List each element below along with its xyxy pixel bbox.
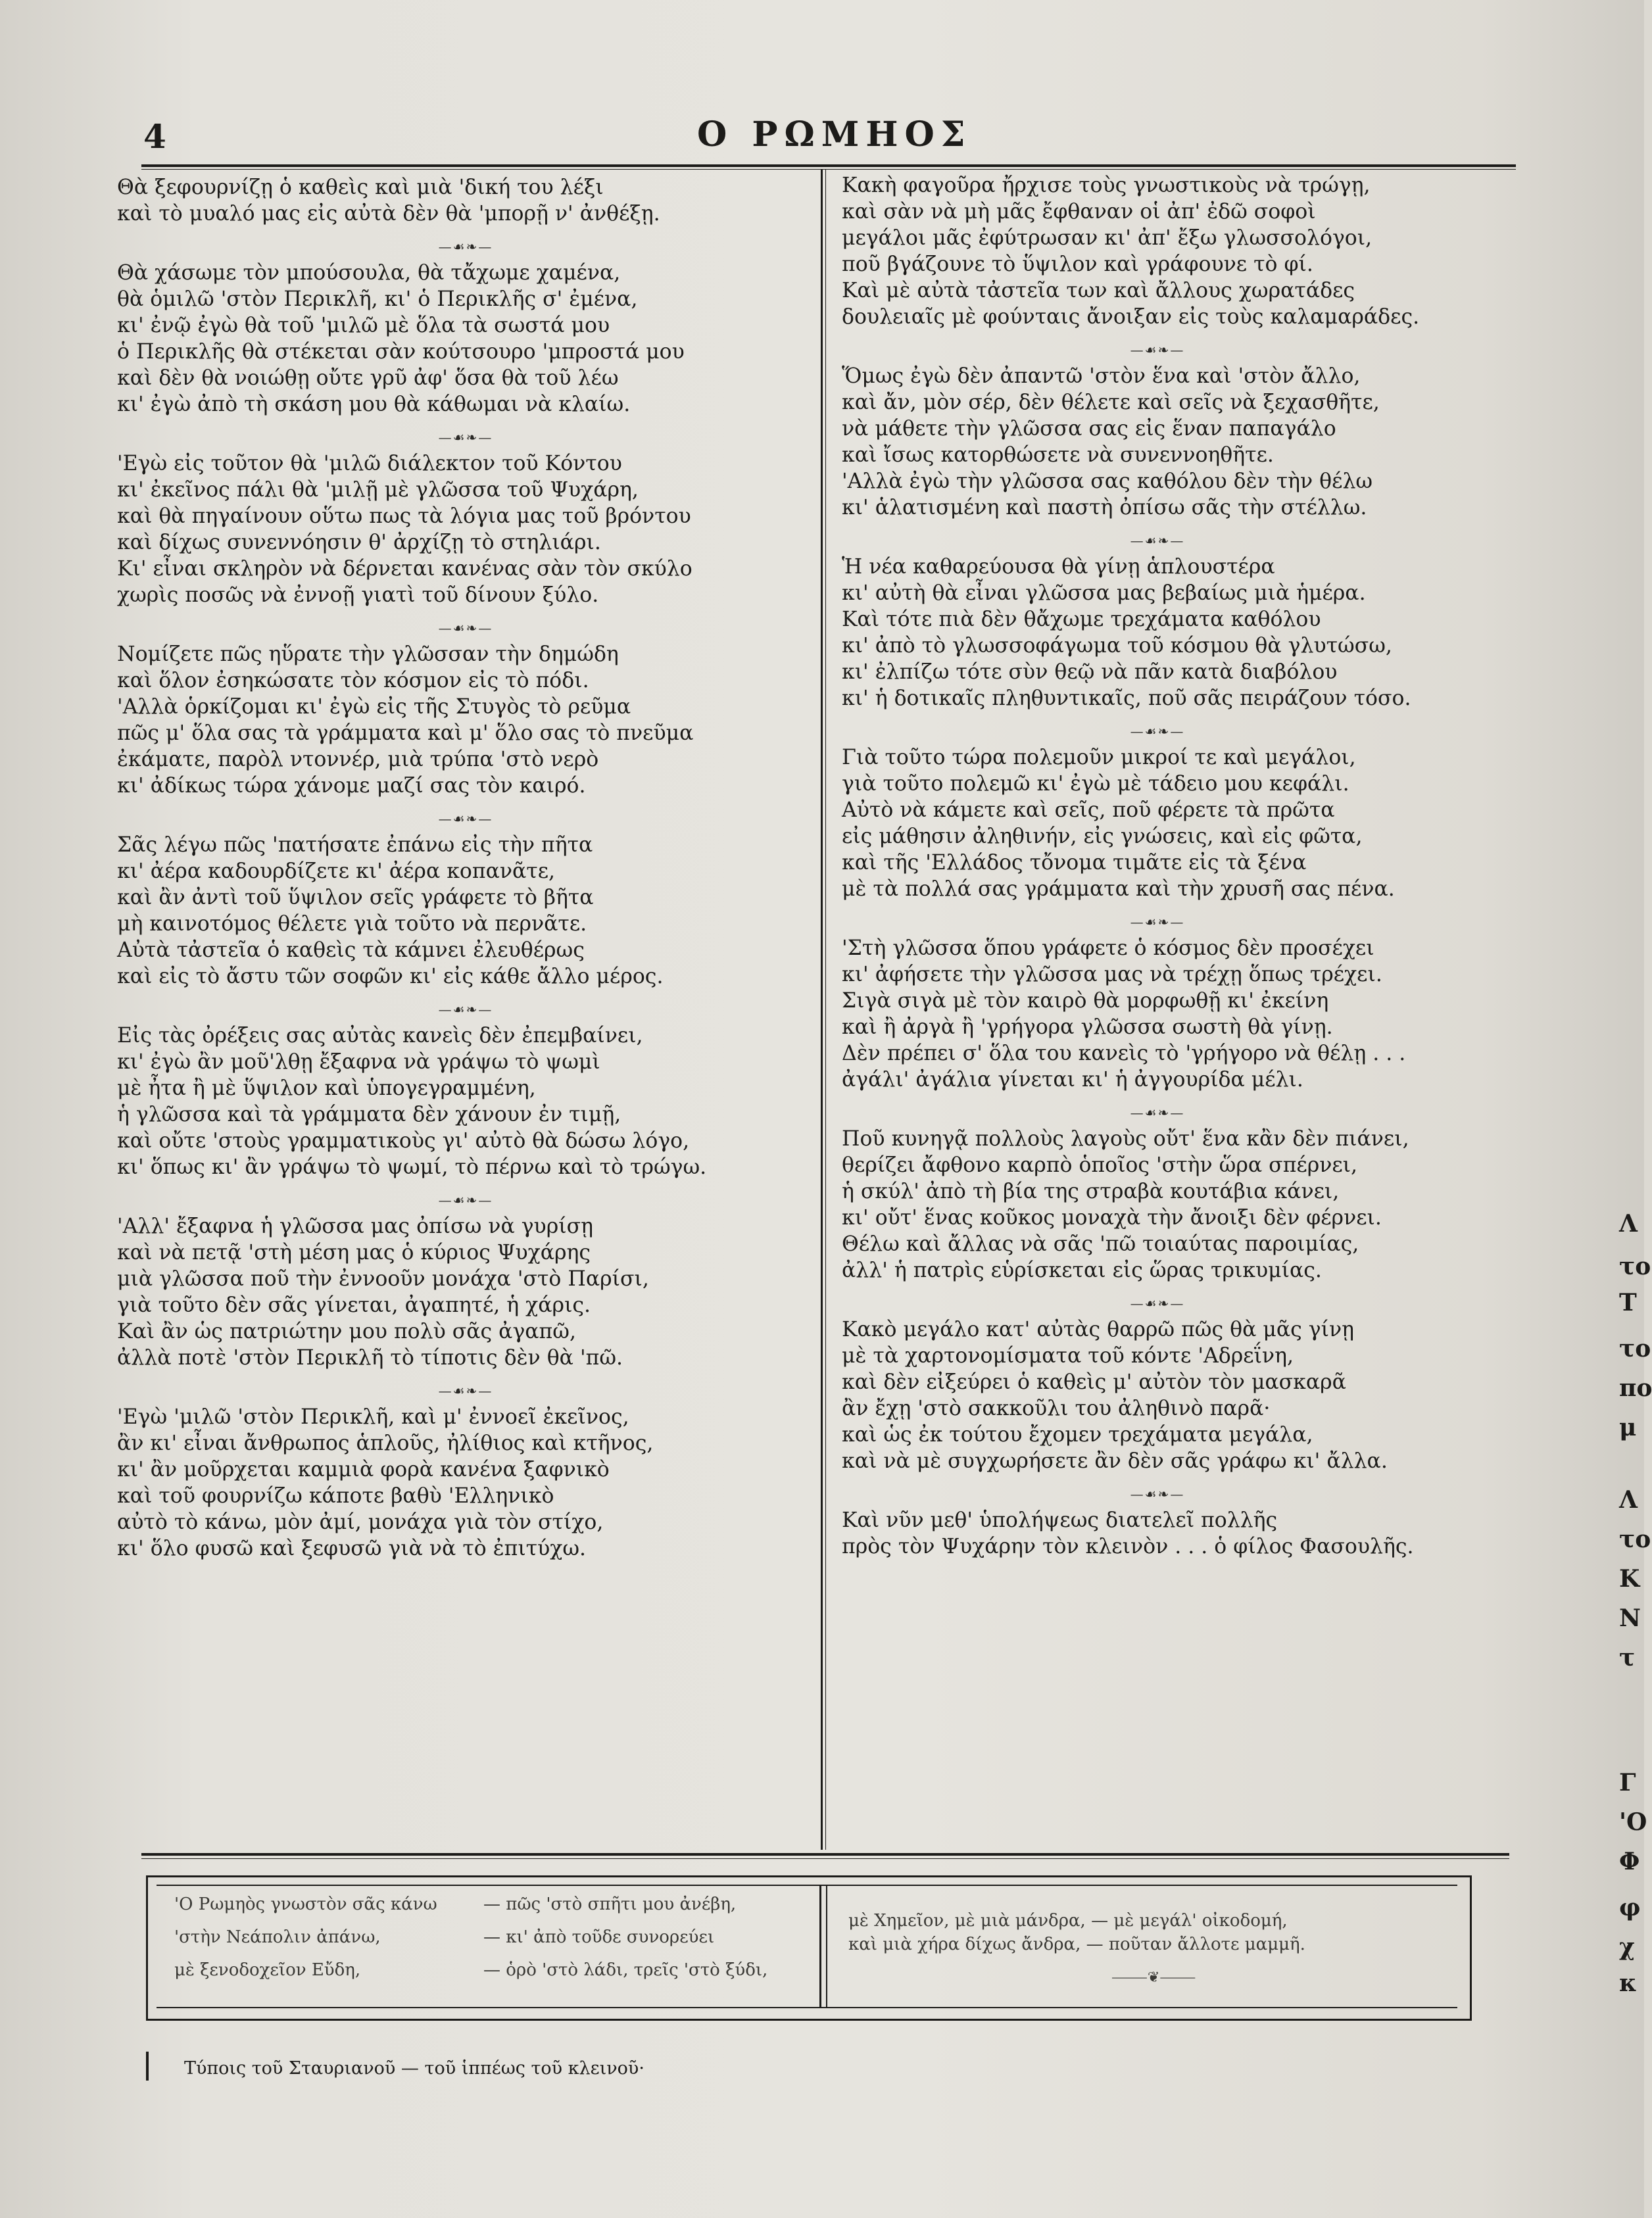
verse-line: μὲ ἦτα ἢ μὲ ὕψιλον καὶ ὑπογεγραμμένη,: [117, 1076, 536, 1100]
edge-fragment: μ: [1619, 1414, 1637, 1441]
verse-line: καὶ οὔτε 'στοὺς γραμματικοὺς γι' αὐτὸ θὰ δώσω λόγο,: [117, 1129, 690, 1153]
advertisement-inner-bottom: [157, 2007, 1457, 2008]
verse-line: θερίζει ἄφθονο καρπὸ ὁποῖος 'στὴν ὥρα σπέρνει,: [842, 1153, 1358, 1177]
bottom-rule: [141, 1853, 1509, 1856]
verse-line: Θέλω καὶ ἄλλας νὰ σᾶς 'πῶ τοιαύτας παροιμίας,: [842, 1232, 1359, 1256]
verse-line: Καὶ νῦν μεθ' ὑπολήψεως διατελεῖ πολλῆς: [842, 1508, 1278, 1532]
verse-line: καὶ σὰν νὰ μὴ μᾶς ἔφθαναν οἱ ἀπ' ἐδῶ σοφοὶ: [842, 200, 1316, 224]
verse-line: 'Στὴ γλῶσσα ὅπου γράφετε ὁ κόσμος δὲν προσέχει: [842, 936, 1374, 960]
stanza-ornament: —☙❧—: [438, 620, 493, 636]
advertisement-line-start: μὲ ξενοδοχεῖον Εὔδη,: [174, 1960, 361, 1980]
stanza-ornament: —☙❧—: [1130, 914, 1185, 930]
verse-line: κι' οὔτ' ἕνας κοῦκος μοναχὰ τὴν ἄνοιξι δὲν φέρνει.: [842, 1206, 1382, 1230]
verse-line: Αὐτὸ νὰ κάμετε καὶ σεῖς, ποῦ φέρετε τὰ πρῶτα: [842, 798, 1335, 822]
verse-line: Ποῦ κυνηγᾷ πολλοὺς λαγοὺς οὔτ' ἕνα κἂν δὲν πιάνει,: [842, 1127, 1409, 1151]
poem-stanza: [117, 260, 814, 418]
edge-fragment: το: [1619, 1335, 1651, 1362]
verse-line: μὴ καινοτόμος θέλετε γιὰ τοῦτο νὰ περνᾶτε.: [117, 912, 587, 936]
verse-line: γιὰ τοῦτο πολεμῶ κι' ἐγὼ μὲ τάδειο μου κεφάλι.: [842, 772, 1349, 796]
verse-line: κι' ὅλο φυσῶ καὶ ξεφυσῶ γιὰ νὰ τὸ ἐπιτύχω.: [117, 1537, 587, 1560]
stanza-ornament: —☙❧—: [438, 811, 493, 827]
stanza-ornament: —☙❧—: [438, 239, 493, 254]
edge-fragment: Λ: [1619, 1210, 1638, 1238]
verse-line: Κι' εἶναι σκληρὸν νὰ δέρνεται κανένας σὰν τὸν σκύλο: [117, 557, 692, 581]
verse-line: καὶ νὰ μὲ συγχωρήσετε ἂν δὲν σᾶς γράφω κι' ἄλλα.: [842, 1449, 1388, 1473]
poem-stanza: [842, 172, 1473, 330]
verse-line: κι' ἀέρα καδουρδίζετε κι' ἀέρα κοπανᾶτε,: [117, 859, 556, 883]
poem-stanza: [117, 1404, 814, 1562]
verse-line: ἂν ἔχῃ 'στὸ σακκοῦλι του ἀληθινὸ παρᾶ·: [842, 1397, 1271, 1420]
verse-line: καὶ ἂν ἀντὶ τοῦ ὕψιλον σεῖς γράφετε τὸ βῆτα: [117, 886, 594, 909]
verse-line: κι' ἀπὸ τὸ γλωσσοφάγωμα τοῦ κόσμου θὰ γλυτώσω,: [842, 634, 1392, 658]
stanza-ornament: —☙❧—: [1130, 1105, 1185, 1121]
bottom-rule-thin: [141, 1858, 1509, 1859]
header-rule-thin: [141, 169, 1516, 170]
verse-line: Καὶ μὲ αὐτὰ τἀστεῖα των καὶ ἄλλους χωρατάδες: [842, 279, 1355, 302]
stanza-ornament: —☙❧—: [1130, 1486, 1185, 1502]
advertisement-inner-top: [157, 1885, 1457, 1886]
verse-line: καὶ εἰς τὸ ἄστυ τῶν σοφῶν κι' εἰς κάθε ἄλλο μέρος.: [117, 965, 664, 988]
verse-line: δουλειαῖς μὲ φούνταις ἄνοιξαν εἰς τοὺς καλαμαράδες.: [842, 305, 1420, 329]
edge-fragment: το: [1619, 1526, 1651, 1553]
verse-line: ποῦ βγάζουνε τὸ ὕψιλον καὶ γράφουνε τὸ φί.: [842, 253, 1313, 276]
verse-line: αὐτὸ τὸ κάνω, μὸν ἀμί, μονάχα γιὰ τὸν στίχο,: [117, 1510, 604, 1534]
poem-stanza: [842, 554, 1473, 711]
poem-stanza: [117, 1023, 814, 1180]
stanza-ornament: —☙❧—: [438, 429, 493, 445]
verse-line: Σᾶς λέγω πῶς 'πατήσατε ἐπάνω εἰς τὴν πῆτα: [117, 833, 593, 857]
poem-stanza: [842, 1316, 1473, 1474]
verse-line: ἡ γλῶσσα καὶ τὰ γράμματα δὲν χάνουν ἐν τιμῇ,: [117, 1103, 621, 1126]
advertisement-divider-second: [826, 1885, 827, 2008]
advertisement-divider: [819, 1885, 821, 2008]
advertisement-line-end: — ὁρὸ 'στὸ λάδι, τρεῖς 'στὸ ξύδι,: [483, 1960, 768, 1980]
edge-fragment: τ: [1619, 1644, 1636, 1672]
verse-line: καὶ ἴσως κατορθώσετε νὰ συνεννοηθῆτε.: [842, 443, 1274, 467]
edge-fragment: Τ: [1619, 1289, 1637, 1316]
verse-line: μιὰ γλῶσσα ποῦ τὴν ἐννοοῦν μονάχα 'στὸ Παρίσι,: [117, 1267, 649, 1291]
verse-line: Θὰ χάσωμε τὸν μπούσουλα, θὰ τἄχωμε χαμένα,: [117, 261, 621, 285]
edge-fragment: το: [1619, 1253, 1651, 1280]
verse-line: καὶ δὲν θὰ νοιώθῃ οὔτε γρῦ ἀφ' ὅσα θὰ τοῦ λέω: [117, 366, 619, 390]
edge-fragment: χ: [1619, 1933, 1635, 1961]
verse-line: καὶ ὡς ἐκ τούτου ἔχομεν τρεχάματα μεγάλα,: [842, 1423, 1313, 1447]
advertisement-line: [174, 1927, 767, 1960]
stanza-ornament: —☙❧—: [438, 1192, 493, 1208]
advertisement-right: [848, 1910, 1305, 1958]
verse-line: Κακὸ μεγάλο κατ' αὐτὰς θαρρῶ πῶς θὰ μᾶς γίνῃ: [842, 1318, 1354, 1341]
verse-line: Ὅμως ἐγὼ δὲν ἀπαντῶ 'στὸν ἕνα καὶ 'στὸν ἄλλο,: [842, 364, 1361, 388]
verse-line: κι' ἀφήσετε τὴν γλῶσσα μας νὰ τρέχῃ ὅπως τρέχει.: [842, 963, 1382, 986]
verse-line: καὶ δὲν εἰξεύρει ὁ καθεὶς μ' αὐτὸν τὸν μασκαρᾶ: [842, 1370, 1346, 1394]
verse-line: Σιγὰ σιγὰ μὲ τὸν καιρὸ θὰ μορφωθῇ κι' ἐκείνη: [842, 989, 1329, 1013]
verse-line: πρὸς τὸν Ψυχάρην τὸν κλεινὸν . . . ὁ φίλος Φασουλῆς.: [842, 1535, 1414, 1558]
verse-line: Θὰ ξεφουρνίζῃ ὁ καθεὶς καὶ μιὰ 'δική του λέξι: [117, 176, 604, 199]
verse-line: κι' ὅπως κι' ἂν γράψω τὸ ψωμί, τὸ πέρνω καὶ τὸ τρώγω.: [117, 1155, 707, 1179]
poem-stanza: [842, 363, 1473, 521]
poem-stanza: [842, 744, 1473, 902]
advertisement-ornament: ⸻❦⸻: [1111, 1969, 1196, 1986]
verse-line: νὰ μάθετε τὴν γλῶσσα σας εἰς ἕναν παπαγάλο: [842, 417, 1336, 441]
left-column: [117, 174, 814, 1568]
advertisement-line-end: — κι' ἀπὸ τοῦδε συνορεύει: [483, 1927, 715, 1947]
header-rule: [141, 164, 1516, 167]
verse-line: καὶ ἢ ἀργὰ ἢ 'γρήγορα γλῶσσα σωστὴ θὰ γίνῃ.: [842, 1015, 1333, 1039]
stanza-ornament: —☙❧—: [1130, 533, 1185, 548]
verse-line: καὶ θὰ πηγαίνουν οὕτω πως τὰ λόγια μας τοῦ βρόντου: [117, 504, 691, 528]
verse-line: Καὶ τότε πιὰ δὲν θἄχωμε τρεχάματα καθόλου: [842, 608, 1321, 631]
advertisement-line: μὲ Χημεῖον, μὲ μιὰ μάνδρα, — μὲ μεγάλ' οἰκοδομή,: [848, 1911, 1288, 1931]
verse-line: καὶ τοῦ φουρνίζω κάποτε βαθὺ 'Ελληνικὸ: [117, 1484, 554, 1508]
poem-stanza: [117, 174, 814, 227]
verse-line: Δὲν πρέπει σ' ὅλα του κανεὶς τὸ 'γρήγορο νὰ θέλῃ . . .: [842, 1042, 1406, 1065]
advertisement-line: καὶ μιὰ χήρα δίχως ἄνδρα, — ποῦταν ἄλλοτε μαμμῆ.: [848, 1935, 1305, 1954]
edge-fragment: φ: [1619, 1894, 1641, 1921]
advertisement-line-start: 'Ο Ρωμηὸς γνωστὸν σᾶς κάνω: [174, 1894, 437, 1914]
advertisement-left: [174, 1894, 767, 1992]
verse-line: κι' ἡ δοτικαῖς πληθυντικαῖς, ποῦ σᾶς πειράζουν τόσο.: [842, 687, 1411, 710]
verse-line: Εἰς τὰς ὀρέξεις σας αὐτὰς κανεὶς δὲν ἐπεμβαίνει,: [117, 1024, 643, 1048]
stanza-ornament: —☙❧—: [438, 1383, 493, 1399]
verse-line: κι' ἐνῷ ἐγὼ θὰ τοῦ 'μιλῶ μὲ ὅλα τὰ σωστά μου: [117, 314, 610, 337]
verse-line: κι' ἐλπίζω τότε σὺν θεῷ νὰ πᾶν κατὰ διαβόλου: [842, 660, 1338, 684]
edge-fragment: Φ: [1619, 1848, 1640, 1875]
verse-line: εἰς μάθησιν ἀληθινήν, εἰς γνώσεις, καὶ εἰς φῶτα,: [842, 825, 1363, 848]
verse-line: 'Αλλὰ ὁρκίζομαι κι' ἐγὼ εἰς τῆς Στυγὸς τὸ ρεῦμα: [117, 695, 631, 719]
printer-marker: [146, 2052, 149, 2081]
verse-line: καὶ νὰ πετᾷ 'στὴ μέση μας ὁ κύριος Ψυχάρης: [117, 1241, 591, 1265]
verse-line: κι' ἐγὼ ἂν μοῦ'λθῃ ἔξαφνα νὰ γράψω τὸ ψωμὶ: [117, 1050, 600, 1074]
verse-line: ἀγάλι' ἀγάλια γίνεται κι' ἡ ἀγγουρίδα μέλι.: [842, 1068, 1303, 1092]
column-divider-second: [825, 170, 826, 1850]
verse-line: ἐκάματε, παρὸλ ντοννέρ, μιὰ τρύπα 'στὸ νερὸ: [117, 748, 599, 771]
edge-fragment: κ: [1619, 1969, 1637, 1997]
verse-line: κι' ἀδίκως τώρα χάνομε μαζί σας τὸν καιρό.: [117, 774, 586, 798]
verse-line: θὰ ὁμιλῶ 'στὸν Περικλῆ, κι' ὁ Περικλῆς σ' ἐμένα,: [117, 287, 638, 311]
poem-stanza: [842, 1507, 1473, 1560]
verse-line: καὶ τὸ μυαλό μας εἰς αὐτὰ δὲν θὰ 'μπορῇ ν' ἀνθέξῃ.: [117, 202, 660, 226]
stanza-ornament: —☙❧—: [1130, 723, 1185, 739]
verse-line: κι' ἂν μοῦρχεται καμμιὰ φορὰ κανένα ξαφνικὸ: [117, 1458, 610, 1482]
verse-line: Αὐτὰ τἀστεῖα ὁ καθεὶς τὰ κάμνει ἐλευθέρως: [117, 938, 585, 962]
poem-stanza: [117, 641, 814, 799]
printer-credit: Τύποις τοῦ Σταυριανοῦ — τοῦ ἱππέως τοῦ κλεινοῦ·: [184, 2058, 644, 2079]
stanza-ornament: —☙❧—: [1130, 342, 1185, 358]
verse-line: ἀλλὰ ποτὲ 'στὸν Περικλῆ τὸ τίποτις δὲν θὰ 'πῶ.: [117, 1346, 623, 1370]
verse-line: μεγάλοι μᾶς ἐφύτρωσαν κι' ἀπ' ἔξω γλωσσολόγοι,: [842, 226, 1373, 250]
verse-line: καὶ δίχως συνεννόησιν θ' ἀρχίζῃ τὸ στηλιάρι.: [117, 531, 601, 554]
stanza-ornament: —☙❧—: [438, 1001, 493, 1017]
verse-line: καὶ ἄν, μὸν σέρ, δὲν θέλετε καὶ σεῖς νὰ ξεχασθῆτε,: [842, 391, 1380, 414]
advertisement-line-start: 'στὴν Νεάπολιν ἀπάνω,: [174, 1927, 381, 1947]
verse-line: πῶς μ' ὅλα σας τὰ γράμματα καὶ μ' ὅλο σας τὸ πνεῦμα: [117, 721, 694, 745]
verse-line: ὁ Περικλῆς θὰ στέκεται σὰν κούτσουρο 'μπροστά μου: [117, 340, 685, 364]
poem-stanza: [842, 935, 1473, 1093]
poem-stanza: [117, 450, 814, 608]
verse-line: μὲ τὰ πολλά σας γράμματα καὶ τὴν χρυσῆ σας πένα.: [842, 877, 1395, 901]
verse-line: κι' ἐκεῖνος πάλι θὰ 'μιλῇ μὲ γλῶσσα τοῦ Ψυχάρη,: [117, 478, 639, 502]
verse-line: 'Αλλ' ἔξαφνα ἡ γλῶσσα μας ὀπίσω νὰ γυρίσῃ: [117, 1215, 593, 1238]
poem-stanza: [117, 1213, 814, 1371]
edge-fragment: Λ: [1619, 1486, 1638, 1514]
verse-line: Γιὰ τοῦτο τώρα πολεμοῦν μικροί τε καὶ μεγάλοι,: [842, 746, 1356, 769]
verse-line: Ἡ νέα καθαρεύουσα θὰ γίνῃ ἁπλουστέρα: [842, 555, 1275, 579]
edge-fragment: Ν: [1619, 1604, 1641, 1632]
verse-line: κι' ἁλατισμένη καὶ παστὴ ὀπίσω σᾶς τὴν στέλλω.: [842, 496, 1367, 519]
verse-line: Κακὴ φαγοῦρα ἤρχισε τοὺς γνωστικοὺς νὰ τρώγῃ,: [842, 174, 1371, 197]
poem-stanza: [842, 1126, 1473, 1284]
column-divider: [821, 170, 823, 1850]
verse-line: 'Αλλὰ ἐγὼ τὴν γλῶσσα σας καθόλου δὲν τὴν θέλω: [842, 470, 1373, 493]
verse-line: 'Εγὼ εἰς τοῦτον θὰ 'μιλῶ διάλεκτον τοῦ Κόντου: [117, 452, 622, 475]
masthead-title: Ο ΡΩΜΗΟΣ: [697, 114, 972, 155]
verse-line: μὲ τὰ χαρτονομίσματα τοῦ κόντε 'Αδρεΐνη,: [842, 1344, 1294, 1368]
verse-line: ἡ σκύλ' ἀπὸ τὴ βία της στραβὰ κουτάβια κάνει,: [842, 1180, 1340, 1203]
edge-fragment: Γ: [1619, 1769, 1636, 1796]
verse-line: χωρὶς ποσῶς νὰ ἐννοῇ γιατὶ τοῦ δίνουν ξύλο.: [117, 583, 599, 607]
verse-line: 'Εγὼ 'μιλῶ 'στὸν Περικλῆ, καὶ μ' ἐννοεῖ ἐκεῖνος,: [117, 1405, 629, 1429]
edge-fragment: πο: [1619, 1374, 1652, 1402]
verse-line: γιὰ τοῦτο δὲν σᾶς γίνεται, ἀγαπητέ, ἡ χάρις.: [117, 1293, 591, 1317]
verse-line: κι' ἐγὼ ἀπὸ τὴ σκάση μου θὰ κάθωμαι νὰ κλαίω.: [117, 393, 631, 416]
advertisement-line-end: — πῶς 'στὸ σπῆτι μου ἀνέβη,: [483, 1894, 737, 1914]
advertisement-line: [174, 1960, 767, 1992]
verse-line: ἂν κι' εἶναι ἄνθρωπος ἁπλοῦς, ἠλίθιος καὶ κτῆνος,: [117, 1432, 654, 1455]
verse-line: καὶ τῆς 'Ελλάδος τὄνομα τιμᾶτε εἰς τὰ ξένα: [842, 851, 1307, 875]
right-column: [842, 172, 1473, 1566]
stanza-ornament: —☙❧—: [1130, 1295, 1185, 1311]
page-number: 4: [143, 117, 166, 156]
poem-stanza: [117, 832, 814, 990]
edge-fragment: 'Ο: [1619, 1808, 1647, 1836]
verse-line: καὶ ὅλον ἐσηκώσατε τὸν κόσμον εἰς τὸ πόδι.: [117, 669, 589, 692]
advertisement-line: [174, 1894, 767, 1927]
verse-line: Νομίζετε πῶς ηὕρατε τὴν γλῶσσαν τὴν δημώδη: [117, 642, 619, 666]
edge-fragment: Κ: [1619, 1565, 1640, 1593]
verse-line: ἀλλ' ἡ πατρὶς εὑρίσκεται εἰς ὥρας τρικυμίας.: [842, 1259, 1322, 1282]
verse-line: κι' αὐτὴ θὰ εἶναι γλῶσσα μας βεβαίως μιὰ ἡμέρα.: [842, 581, 1366, 605]
verse-line: Καὶ ἂν ὡς πατριώτην μου πολὺ σᾶς ἀγαπῶ,: [117, 1320, 576, 1343]
